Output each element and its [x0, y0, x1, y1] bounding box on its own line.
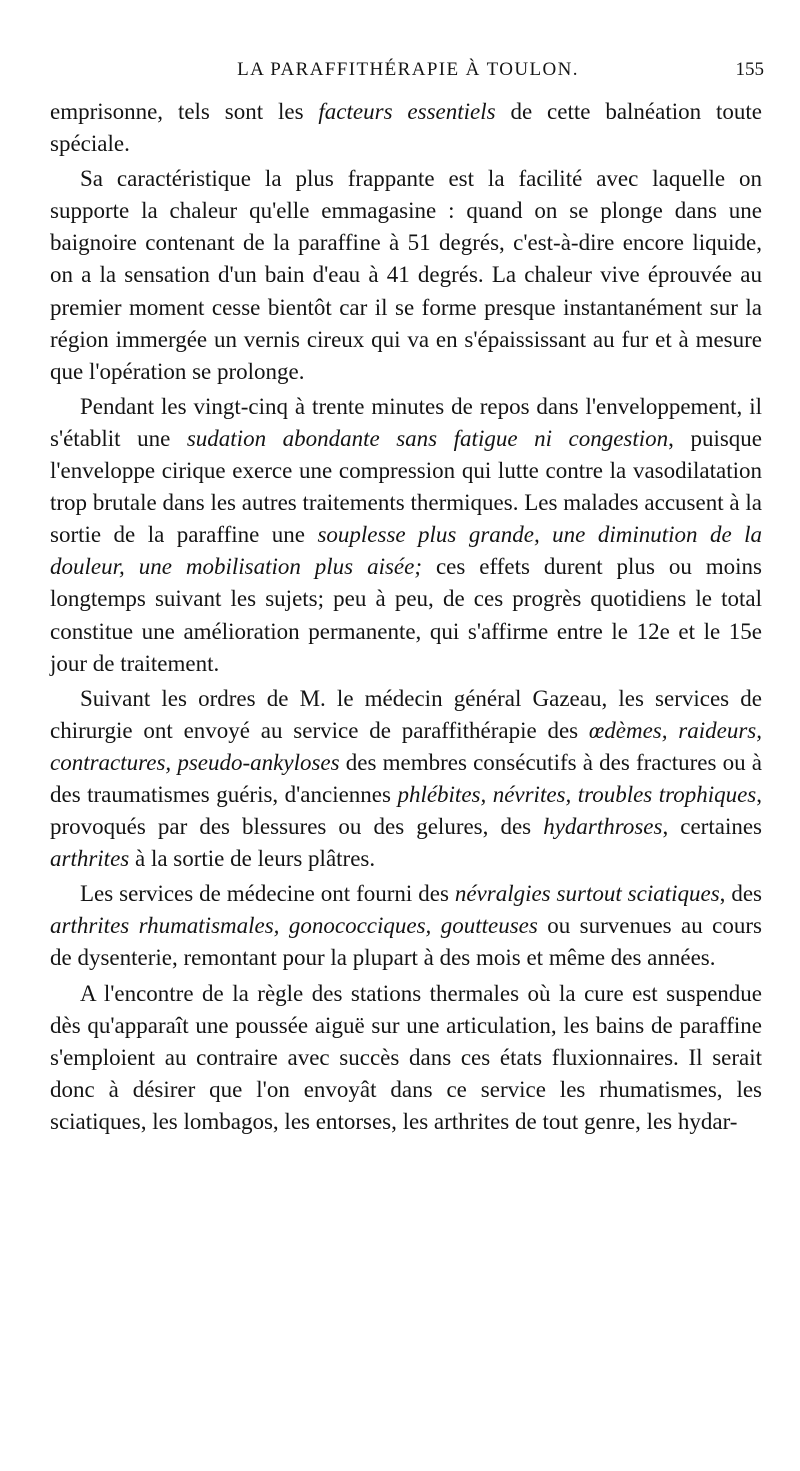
paragraph: [50, 96, 762, 160]
italic-phrase: phlébites, névrites, troubles trophiques: [397, 781, 757, 807]
italic-phrase: souplesse plus grande, une diminution de la douleur, une mobilisation plus aisée;: [50, 522, 763, 580]
italic-phrase: hydarthroses: [543, 814, 663, 840]
text-run: Sa caractéristique la plus frappante est la facilité avec laquelle on supporte la chaleur qu'elle emmagasine : quand on se plonge dans une baignoire contenant de la paraffine à 51 degrés, c'est-à-dire encore liquide, on a la sensation d'un bain d'eau à 41 degrés. La chaleur vive éprouvée au premier moment cesse bientôt car il se forme presque instantanément sur la région immergée un vernis cireux qui va en s'épaississant au fur et à mesure que l'opération se prolonge.: [50, 166, 762, 384]
text-run: Suivant les ordres de M. le médecin général Gazeau, les services de chirurgie ont envoyé au service de paraffithérapie des: [50, 685, 762, 743]
text-run: , certaines: [662, 814, 762, 840]
text-run: des membres consécutifs à des fractures ou à des traumatismes guéris, d'anciennes: [50, 749, 763, 807]
page-header: [52, 56, 764, 86]
italic-phrase: œdèmes, raideurs, contractures, pseudo-ankyloses: [50, 717, 762, 775]
italic-phrase: arthrites: [50, 846, 130, 872]
text-run: ces effets durent plus ou moins longtemps suivant les sujets; peu à peu, de ces progrès quotidiens le total constitue une amélioration permanente, qui s'affirme entre le 12e et le 15e jour de traitement.: [50, 554, 763, 676]
text-run: , provoqués par des blessures ou des gelures, des: [50, 781, 762, 840]
paragraph: [50, 683, 762, 876]
body-text: [50, 96, 762, 1138]
italic-phrase: facteurs essentiels: [318, 99, 496, 124]
paragraph: [50, 391, 762, 680]
paragraph: [50, 978, 762, 1138]
italic-phrase: névralgies surtout sciatiques: [454, 881, 720, 907]
text-run: , puisque l'enveloppe cirique exerce une compression qui lutte contre la vasodilatation trop brutale dans les autres traitements thermiques. Les malades accusent à la sortie de la paraffine une: [50, 425, 762, 548]
page-number: 155: [735, 59, 764, 80]
text-run: à la sortie de leurs plâtres.: [129, 846, 376, 872]
paragraph: [50, 163, 762, 388]
paragraph: [50, 878, 762, 974]
text-run: , des: [719, 881, 762, 907]
text-run: Pendant les vingt-cinq à trente minutes de repos dans l'enveloppement, il s'établit une: [50, 393, 762, 451]
text-run: ou survenues au cours de dysenterie, remontant pour la plupart à des mois et même des années.: [50, 913, 762, 971]
text-run: de cette balnéation toute spéciale.: [50, 99, 762, 157]
text-run: A l'encontre de la règle des stations thermales où la cure est suspendue dès qu'apparaît une poussée aiguë sur une articulation, les bains de paraffine s'emploient au contraire avec succès dans ces états fluxionnaires. Il serait donc à désirer que l'on envoyât dans ce service les rhumatismes, les sciatiques, les lombagos, les entorses, les arthrites de tout genre, les hydar-: [50, 980, 762, 1134]
running-title: LA PARAFFITHÉRAPIE À TOULON.: [237, 59, 579, 80]
italic-phrase: sudation abondante sans fatigue ni congestion: [186, 425, 669, 451]
text-run: emprisonne, tels sont les: [50, 99, 319, 124]
text-run: Les services de médecine ont fourni des: [80, 881, 455, 907]
italic-phrase: arthrites rhumatismales, gonococciques, goutteuses: [50, 913, 538, 939]
